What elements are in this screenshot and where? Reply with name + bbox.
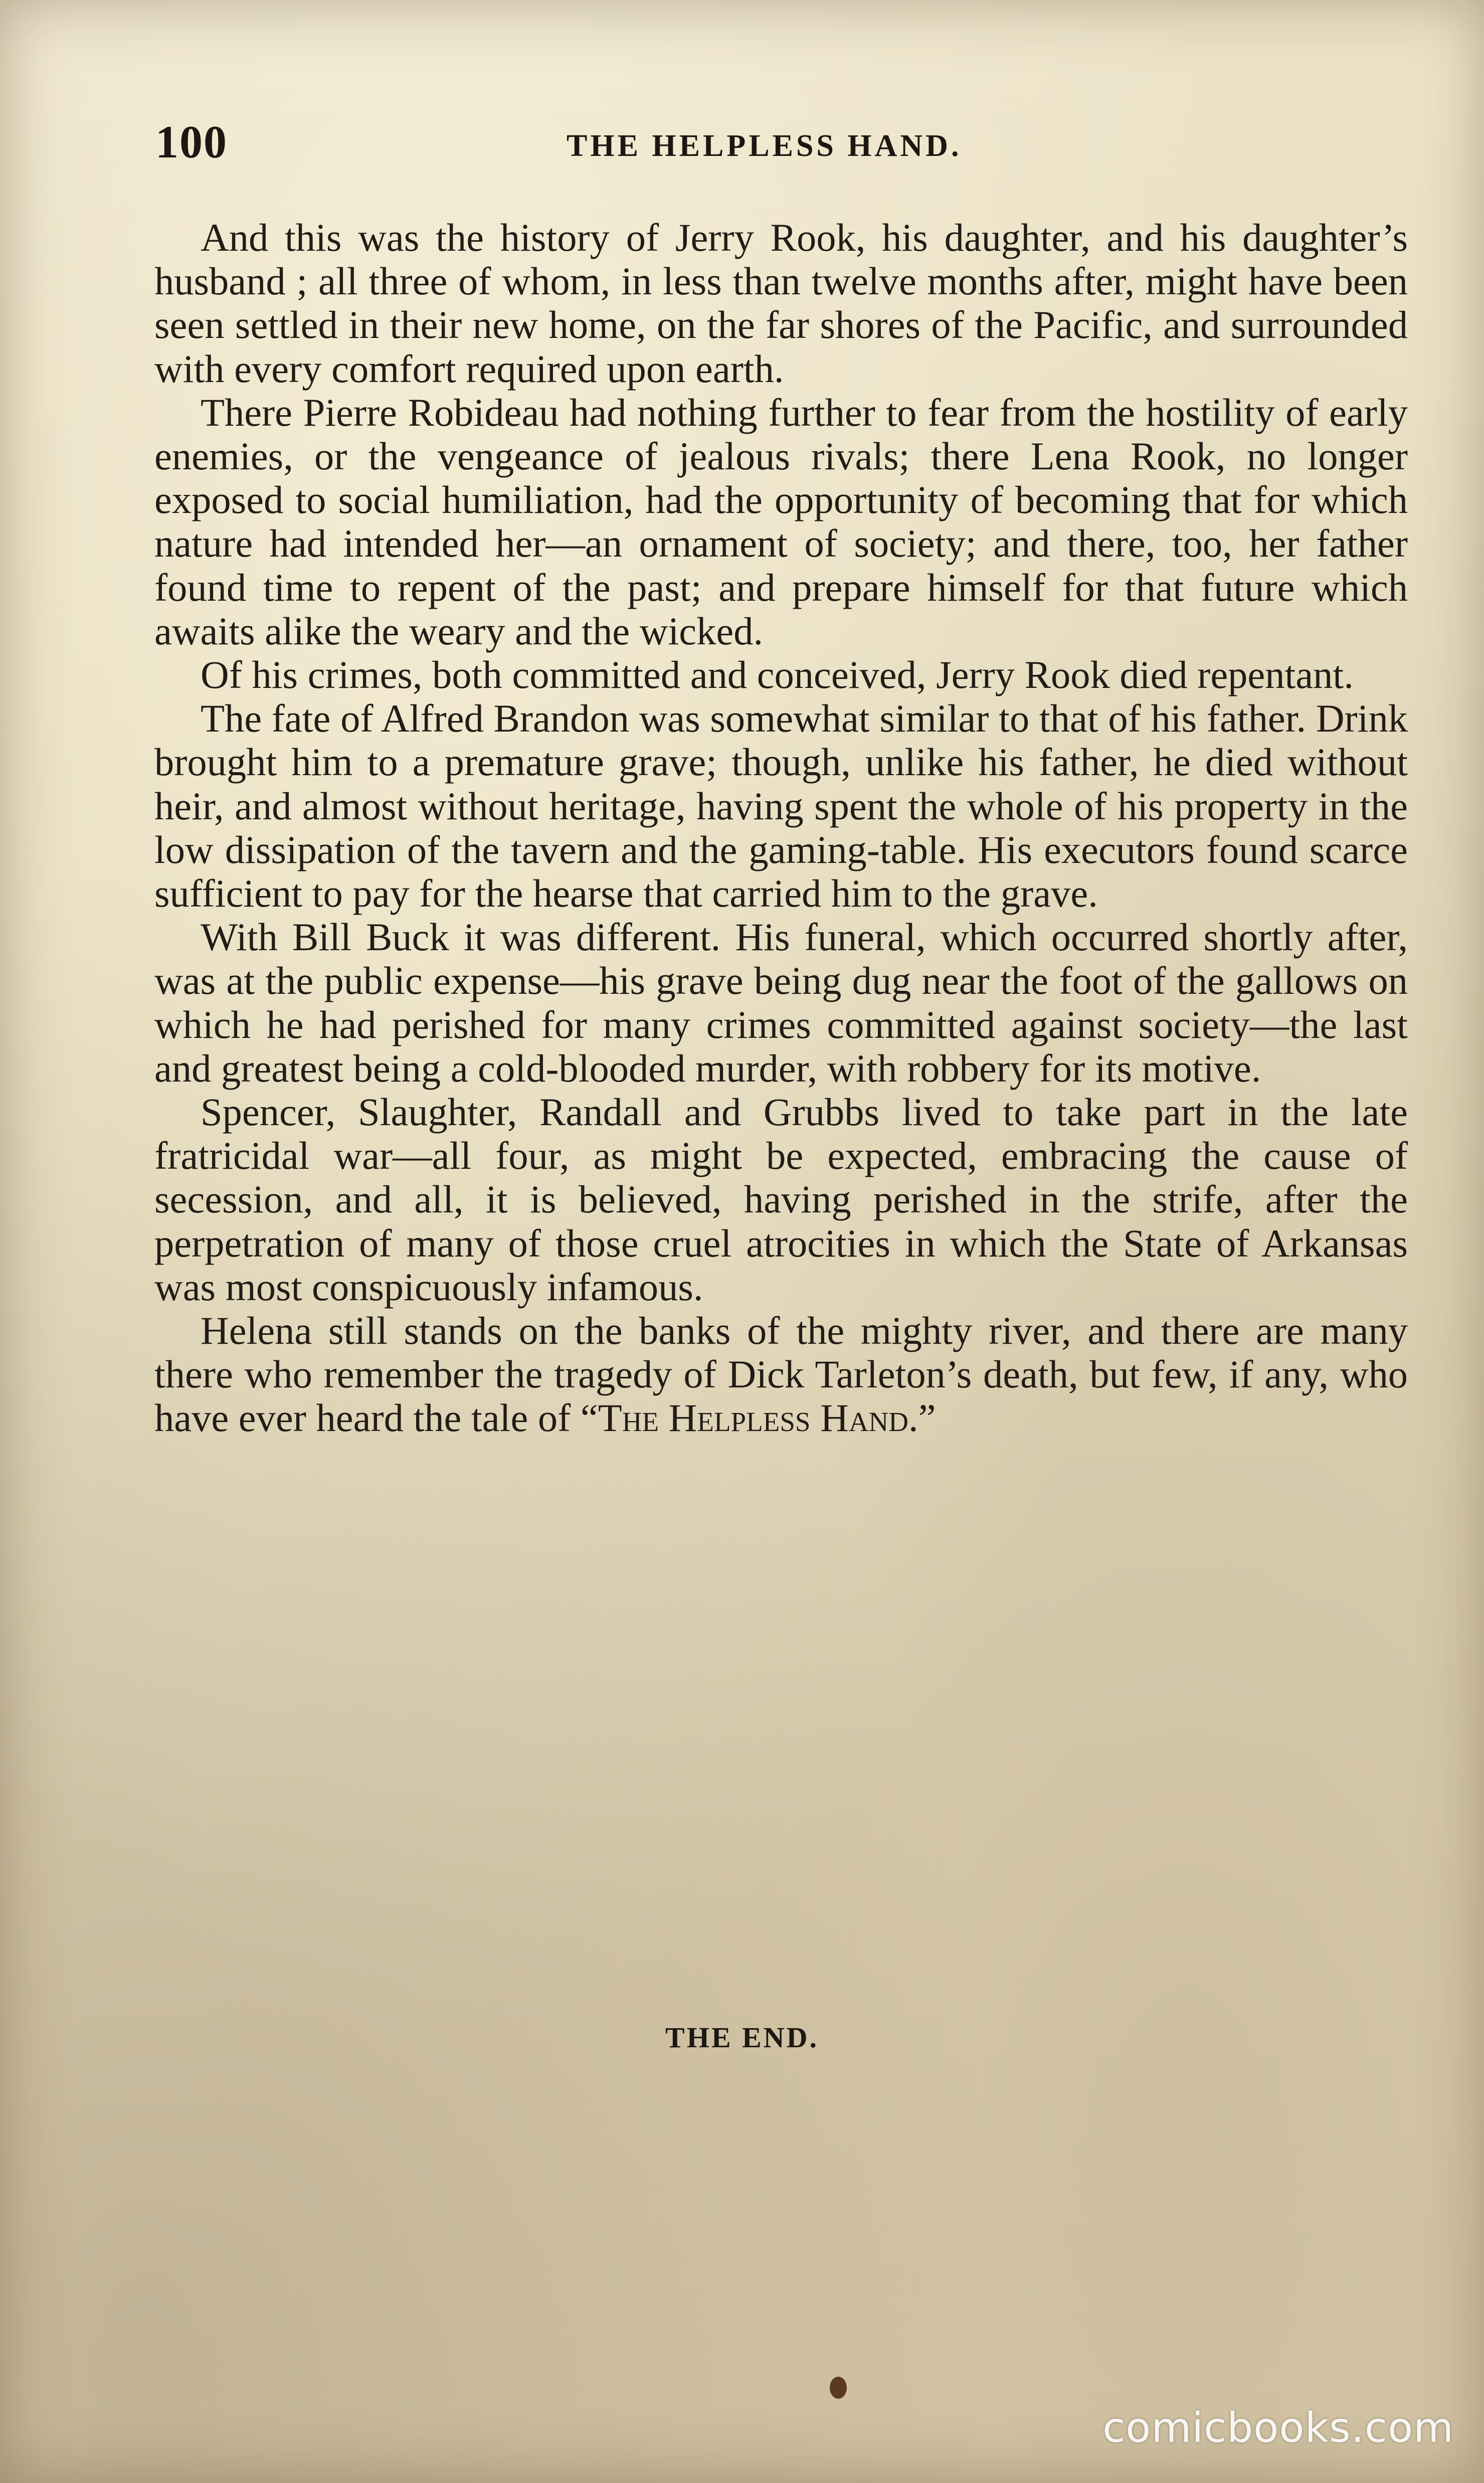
the-end: THE END. <box>665 2021 819 2054</box>
final-paragraph-text: Helena still stands on the banks of the mighty river, and there are many there who remember the tragedy of Dick Tarleton’s death, but few, if any, who have ever heard the tale of “ <box>154 1309 1408 1440</box>
page-number: 100 <box>155 116 228 167</box>
page-header <box>155 110 1424 181</box>
paragraph: With Bill Buck it was different. His funeral, which occurred shortly after, was at the public expense—his grave being dug near the foot of the gallows on which he had perished for many crimes committed against society—the last and greatest being a cold-blooded murder, with robbery for its motive. <box>154 915 1408 1090</box>
body-text <box>154 216 1408 1440</box>
paragraph: The fate of Alfred Brandon was somewhat similar to that of his father. Drink brought him to a premature grave; though, unlike his father, he died without heir, and almost without heritage, having spent the whole of his property in the low dissipation of the tavern and the gaming-table. His executors found scarce sufficient to pay for the hearse that carried him to the grave. <box>154 696 1408 916</box>
book-title-reference: The Helpless Hand <box>598 1396 908 1440</box>
running-title: THE HELPLESS HAND. <box>567 129 962 163</box>
final-paragraph <box>154 1309 1408 1440</box>
paragraph: Spencer, Slaughter, Randall and Grubbs lived to take part in the late fratricidal war—all four, as might be expected, embracing the cause of secession, and all, it is believed, having perished in the strife, after the perpetration of many of those cruel atrocities in which the State of Arkansas was most conspicuously infamous. <box>154 1090 1408 1309</box>
ink-spot <box>830 2377 847 2399</box>
watermark: comicbooks.com <box>1102 2404 1454 2452</box>
paragraph: Of his crimes, both committed and conceived, Jerry Rook died repentant. <box>201 653 1354 697</box>
paragraph: And this was the history of Jerry Rook, his daughter, and his daughter’s husband ; all three of whom, in less than twelve months after, might have been seen settled in their new home, on the far shores of the Pacific, and surrounded with every comfort required upon earth. <box>154 216 1408 391</box>
paragraph: There Pierre Robideau had nothing further to fear from the hostility of early enemies, or the vengeance of jealous rivals; there Lena Rook, no longer exposed to social humiliation, had the opportunity of becoming that for which nature had intended her—an ornament of society; and there, too, her father found time to repent of the past; and prepare himself for that future which awaits alike the weary and the wicked. <box>154 390 1408 653</box>
final-paragraph-closing: .” <box>908 1396 936 1440</box>
